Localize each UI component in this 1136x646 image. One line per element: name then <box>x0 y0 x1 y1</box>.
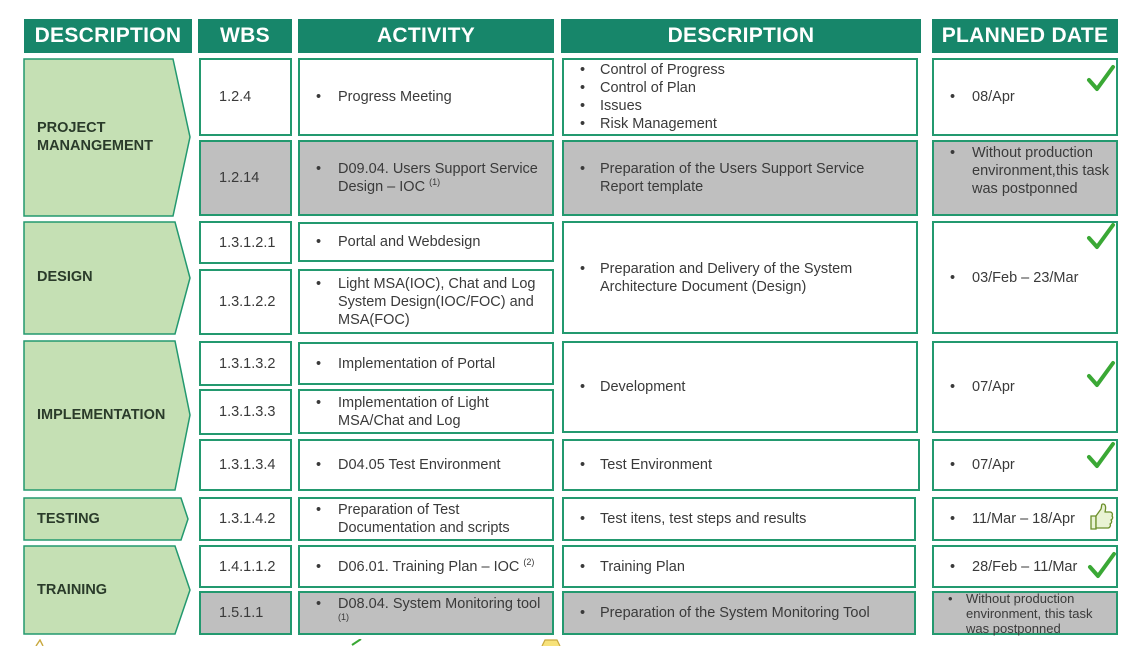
description-cell <box>562 545 916 588</box>
check-icon <box>1086 441 1116 471</box>
wbs-value: 1.4.1.1.2 <box>219 558 276 575</box>
header-planned-date: PLANNED DATE <box>932 19 1118 53</box>
activity-cell <box>298 439 554 491</box>
activity-cell <box>298 389 554 434</box>
footnote-marker: (1) <box>338 612 349 623</box>
date-text: • Without production environment,this task was postponned <box>950 144 1110 198</box>
wbs-cell <box>199 591 292 635</box>
wbs-value: 1.2.4 <box>219 89 252 105</box>
description-text: • Preparation of the System Monitoring Tool <box>580 604 870 622</box>
activity-text: • Light MSA(IOC), Chat and Log System Design(IOC/FOC) and MSA(FOC) <box>316 275 546 329</box>
phase-implementation <box>23 340 191 491</box>
phase-label: DESIGN <box>37 269 93 285</box>
description-cell <box>562 497 916 541</box>
wbs-cell <box>199 140 292 216</box>
phase-label-line2: MANANGEMENT <box>37 138 153 154</box>
warning-icon <box>540 639 562 646</box>
date-text: • 03/Feb – 23/Mar <box>950 269 1078 287</box>
date-cell <box>932 591 1118 635</box>
date-text: • 08/Apr <box>950 88 1015 106</box>
header-wbs: WBS <box>198 19 292 53</box>
description-cell <box>562 591 916 635</box>
description-item: • Control of Progress <box>580 61 725 79</box>
activity-cell <box>298 591 554 635</box>
activity-text <box>316 558 534 576</box>
phase-training <box>23 545 191 635</box>
phase-label: TRAINING <box>37 582 108 598</box>
description-text: • Training Plan <box>580 558 685 576</box>
activity-text: • Preparation of Test Documentation and scripts <box>316 501 546 537</box>
activity-text <box>316 595 546 631</box>
wbs-value: 1.2.14 <box>219 170 260 186</box>
activity-text <box>316 160 546 196</box>
date-text: • 11/Mar – 18/Apr <box>950 510 1075 528</box>
description-cell <box>562 58 918 136</box>
date-cell <box>932 140 1118 216</box>
footnote-marker: (2) <box>523 556 535 567</box>
phase-label <box>37 119 153 155</box>
description-item: • Risk Management <box>580 115 725 133</box>
check-icon <box>1087 551 1117 581</box>
wbs-value: 1.3.1.3.3 <box>219 404 276 420</box>
wbs-cell <box>199 269 292 335</box>
phase-testing <box>23 497 191 541</box>
description-cell <box>562 341 918 433</box>
description-cell <box>562 221 918 334</box>
date-text: • 07/Apr <box>950 378 1015 396</box>
wbs-value: 1.3.1.3.4 <box>219 457 276 473</box>
activity-main: D09.04. Users Support Service Design – IOC <box>338 161 538 195</box>
description-text: • Preparation and Delivery of the System Architecture Document (Design) <box>580 260 910 296</box>
check-icon <box>1086 360 1116 390</box>
header-description: DESCRIPTION <box>24 19 192 53</box>
check-icon <box>1086 64 1116 94</box>
phase-design <box>23 221 191 335</box>
activity-text: • Portal and Webdesign <box>316 233 480 251</box>
activity-cell <box>298 58 554 136</box>
description-item: • Control of Plan <box>580 79 725 97</box>
wbs-value: 1.5.1.1 <box>219 605 264 621</box>
wbs-value: 1.3.1.2.1 <box>219 234 276 251</box>
wbs-value: 1.3.1.2.2 <box>219 294 276 310</box>
activity-text: • Progress Meeting <box>316 88 452 106</box>
wbs-cell <box>199 439 292 491</box>
phase-project-management <box>23 58 191 217</box>
activity-text: • D04.05 Test Environment <box>316 456 501 474</box>
wbs-cell <box>199 58 292 136</box>
activity-cell <box>298 140 554 216</box>
phase-label-line1: PROJECT <box>37 120 106 136</box>
wbs-cell <box>199 497 292 541</box>
phase-label: TESTING <box>37 511 100 527</box>
activity-cell <box>298 222 554 262</box>
thumbs-up-icon <box>34 639 48 646</box>
activity-cell <box>298 269 554 334</box>
description-cell <box>562 439 920 491</box>
phase-label: IMPLEMENTATION <box>37 407 166 423</box>
wbs-cell <box>199 545 292 588</box>
check-icon <box>350 639 364 646</box>
description-item: • Issues <box>580 97 725 115</box>
wbs-cell <box>199 389 292 435</box>
wbs-value: 1.3.1.3.2 <box>219 355 276 372</box>
wbs-cell <box>199 221 292 264</box>
thumbs-up-icon <box>1088 502 1114 532</box>
header-activity: ACTIVITY <box>298 19 554 53</box>
activity-cell <box>298 342 554 385</box>
activity-cell <box>298 545 554 588</box>
activity-main: D08.04. System Monitoring tool <box>338 596 541 612</box>
wbs-cell <box>199 341 292 386</box>
date-text: • 28/Feb – 11/Mar <box>950 558 1077 576</box>
header-description-2: DESCRIPTION <box>561 19 921 53</box>
description-cell <box>562 140 918 216</box>
date-text: • Without production environment, this task was postponned <box>948 591 1110 636</box>
footnote-marker: (1) <box>429 177 441 188</box>
activity-text: • Implementation of Portal <box>316 355 495 373</box>
description-text: • Test itens, test steps and results <box>580 510 806 528</box>
activity-text: • Implementation of Light MSA/Chat and Log <box>316 394 546 430</box>
wbs-value: 1.3.1.4.2 <box>219 511 276 527</box>
description-text: • Test Environment <box>580 456 712 474</box>
check-icon <box>1086 222 1116 252</box>
description-text: • Preparation of the Users Support Service Report template <box>580 160 910 196</box>
description-text: • Development <box>580 378 685 396</box>
date-text: • 07/Apr <box>950 456 1015 474</box>
activity-cell <box>298 497 554 541</box>
activity-main: D06.01. Training Plan – IOC <box>338 558 520 575</box>
